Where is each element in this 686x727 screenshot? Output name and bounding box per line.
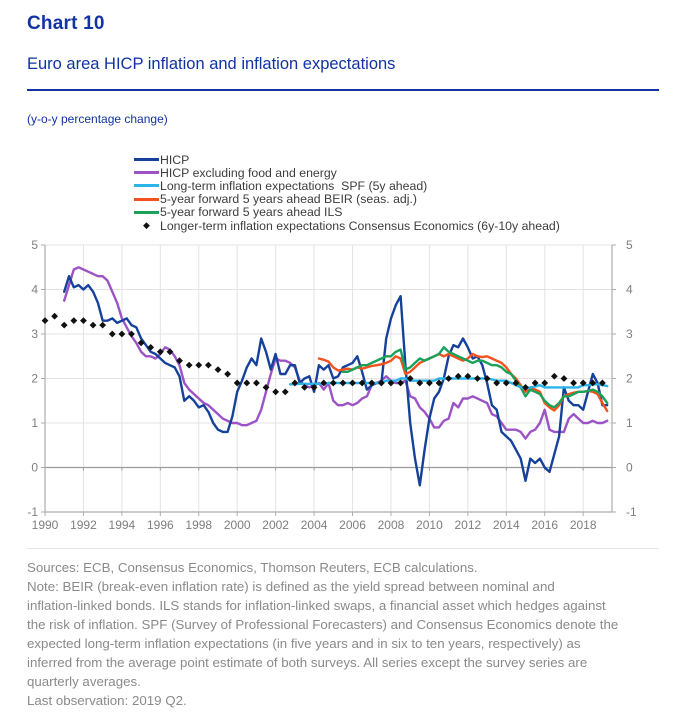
series-line — [64, 267, 607, 438]
x-axis-label: 2012 — [454, 518, 482, 533]
legend-item-ils — [134, 206, 659, 219]
diamond-point — [51, 313, 58, 320]
x-axis-label: 1998 — [185, 518, 213, 533]
diamond-point — [282, 389, 289, 396]
y-axis-label-left: 0 — [31, 460, 38, 475]
x-axis-label: 1996 — [146, 518, 174, 533]
note-line: the risk of inflation. SPF (Survey of Professional Forecasters) and Consensus Economics denote the — [27, 617, 619, 633]
diamond-point — [272, 389, 279, 396]
y-axis-label-left: 5 — [31, 238, 38, 253]
diamond-point — [186, 362, 193, 369]
y-axis-label-right: -1 — [626, 505, 637, 520]
last-observation-line: Last observation: 2019 Q2. — [27, 693, 187, 709]
y-axis-label-right: 5 — [626, 238, 633, 253]
series-core — [64, 267, 607, 438]
line-swatch-icon — [134, 158, 159, 161]
x-axis-label: 2006 — [339, 518, 366, 533]
legend-label: 5-year forward 5 years ahead BEIR (seas. adj.) — [160, 192, 417, 207]
legend-item-hicp — [134, 153, 659, 166]
diamond-point — [42, 317, 49, 324]
diamond-point — [118, 331, 125, 338]
diamond-marker-icon: ◆ — [143, 220, 150, 231]
legend-item-core — [134, 166, 659, 179]
diamond-point — [61, 322, 68, 329]
series-line — [64, 276, 607, 485]
x-axis-label: 2018 — [569, 518, 597, 533]
x-axis-label: 1992 — [70, 518, 97, 533]
chart-canvas — [27, 238, 659, 538]
legend-item-consensus — [134, 219, 659, 232]
diamond-point — [570, 380, 577, 387]
legend-item-beir — [134, 193, 659, 206]
y-axis-label-left: 4 — [31, 282, 38, 297]
x-axis-label: 2010 — [416, 518, 443, 533]
diamond-point — [224, 371, 231, 378]
chart-area — [27, 238, 659, 543]
legend-label: Long-term inflation expectations SPF (5y ahead) — [160, 178, 428, 193]
legend-label: 5-year forward 5 years ahead ILS — [160, 205, 343, 220]
note-line: inferred from the average point estimate of both surveys. All series except the survey series are — [27, 655, 588, 671]
legend-label: HICP excluding food and energy — [160, 165, 337, 180]
chart-subtitle: Euro area HICP inflation and inflation expectations — [27, 55, 396, 73]
note-line: quarterly averages. — [27, 674, 141, 690]
diamond-point — [215, 366, 222, 373]
line-swatch-icon — [134, 198, 159, 201]
diamond-point — [561, 375, 568, 382]
line-swatch-icon — [134, 171, 159, 174]
legend-item-spf — [134, 179, 659, 192]
x-axis-label: 2002 — [262, 518, 289, 533]
x-axis-label: 2000 — [223, 518, 251, 533]
diamond-point — [109, 331, 116, 338]
footer-divider — [27, 548, 659, 549]
diamond-point — [349, 380, 356, 387]
x-axis-label: 2008 — [377, 518, 405, 533]
diamond-point — [80, 317, 87, 324]
legend-label: Longer-term inflation expectations Consensus Economics (6y-10y ahead) — [160, 218, 560, 233]
y-axis-label-right: 1 — [626, 416, 633, 431]
diamond-point — [195, 362, 202, 369]
diamond-point — [205, 362, 212, 369]
y-axis-label-right: 2 — [626, 371, 633, 386]
title-divider — [27, 89, 659, 91]
diamond-point — [99, 322, 106, 329]
legend-label: HICP — [160, 152, 190, 167]
y-axis-label-left: 3 — [31, 327, 38, 342]
chart-legend — [134, 153, 659, 232]
y-axis-label-right: 0 — [626, 460, 633, 475]
x-axis-label: 1990 — [31, 518, 59, 533]
diamond-point — [243, 380, 250, 387]
y-axis-label-right: 3 — [626, 327, 633, 342]
x-axis-label: 2014 — [492, 518, 520, 533]
y-axis-label-left: 2 — [31, 371, 38, 386]
diamond-point — [90, 322, 97, 329]
diamond-point — [253, 380, 260, 387]
diamond-point — [330, 380, 337, 387]
x-axis-label: 2016 — [531, 518, 559, 533]
page-title: Chart 10 — [27, 13, 105, 34]
note-line: inflation-linked bonds. ILS stands for inflation-linked swaps, a financial asset which hedges against — [27, 598, 606, 614]
line-swatch-icon — [134, 211, 159, 214]
x-axis-label: 2004 — [300, 518, 328, 533]
note-line: expected long-term inflation expectations (in five years and in six to ten years, respectively) as — [27, 636, 581, 652]
y-axis-label-right: 4 — [626, 282, 633, 297]
diamond-point — [70, 317, 77, 324]
y-axis-label-left: 1 — [31, 416, 38, 431]
unit-note: (y-o-y percentage change) — [27, 112, 168, 126]
chart-notes — [27, 558, 659, 710]
diamond-point — [474, 375, 481, 382]
sources-line: Sources: ECB, Consensus Economics, Thomson Reuters, ECB calculations. — [27, 560, 478, 576]
note-line: Note: BEIR (break-even inflation rate) is defined as the yield spread between nominal and — [27, 579, 555, 595]
y-axis-label-left: -1 — [27, 505, 38, 520]
series-hicp — [64, 276, 607, 485]
x-axis-label: 1994 — [108, 518, 136, 533]
diamond-point — [340, 380, 347, 387]
diamond-point — [445, 375, 452, 382]
line-swatch-icon — [134, 184, 159, 187]
